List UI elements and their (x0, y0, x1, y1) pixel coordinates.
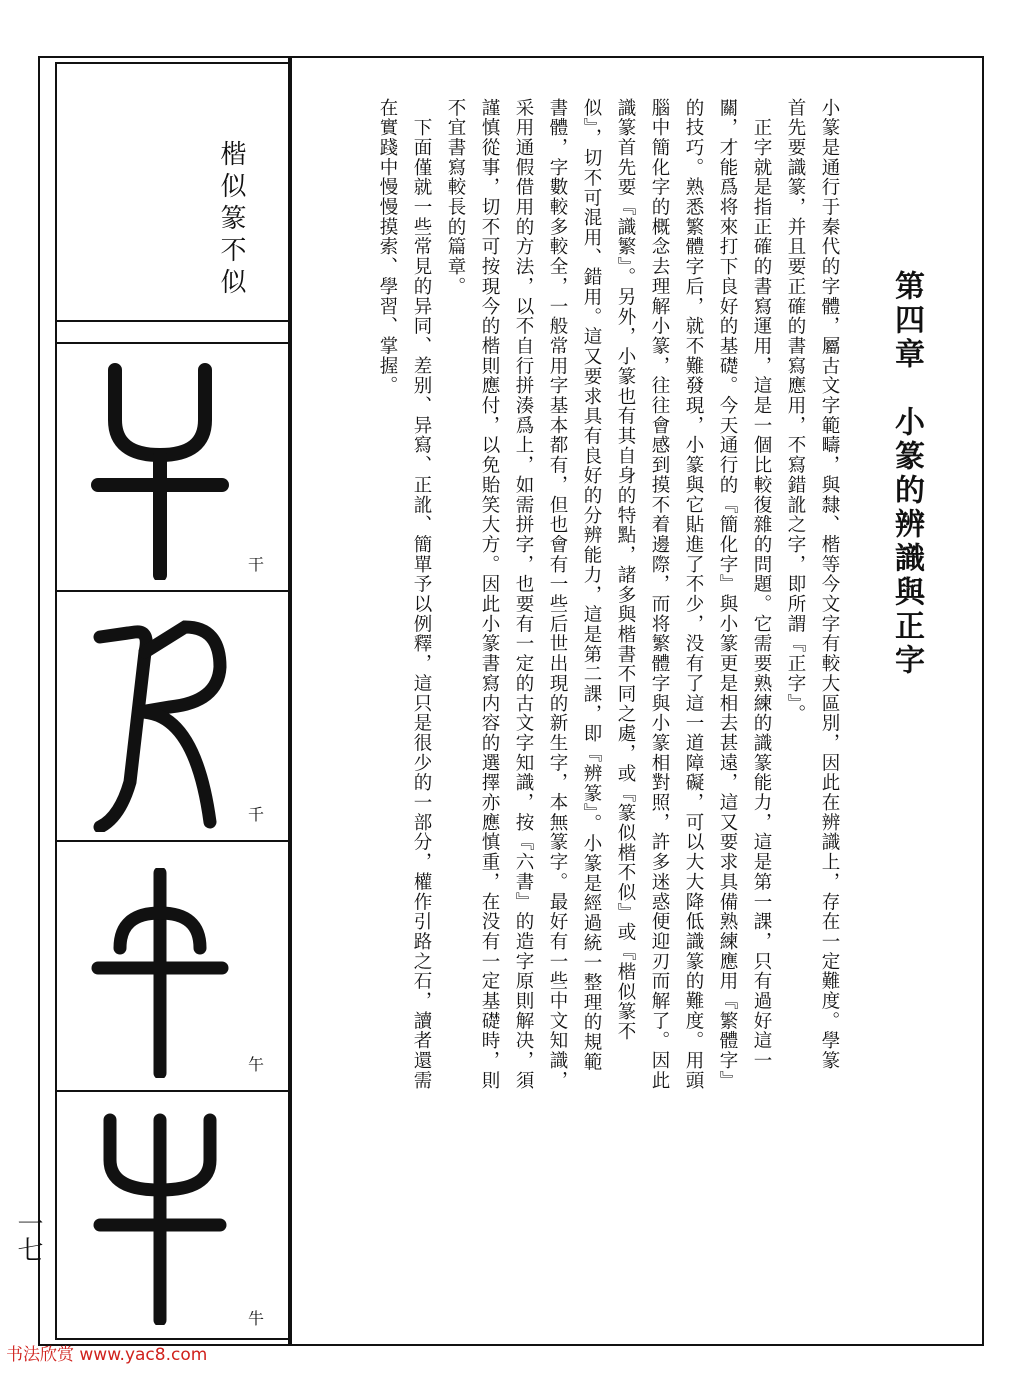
body-column: 的技巧。熟悉繁體字后，就不難發現，小篆與它貼進了不少，没有了這一道障礙，可以大大降低識篆的難度。用頭 (683, 98, 704, 1091)
body-column: 在實踐中慢慢摸索、學習、掌握。 (377, 98, 398, 396)
body-column: 關，才能爲将來打下良好的基礎。今天通行的『簡化字』與小篆更是相去甚遠，這又要求具備熟練應用『繁體字』 (717, 98, 738, 1091)
body-column: 正字就是指正確的書寫運用，這是一個比較復雜的問題。它需要熟練的識篆能力，這是第一課，只有過好這一 (751, 98, 772, 1071)
cell-divider (55, 342, 291, 344)
caption-gan: 干 (248, 555, 265, 574)
body-column: 采用通假借用的方法，以不自行拼湊爲上，如需拼字，也要有一定的古文字知識，按『六書』的造字原則解决，須 (513, 98, 534, 1091)
watermark: 书法欣赏 www.yac8.com (6, 1345, 208, 1365)
body-column: 書體，字數較多較全，一般常用字基本都有，但也會有一些后世出現的新生字，本無篆字。最好有一些中文知識， (547, 98, 568, 1091)
cell-divider (55, 320, 291, 322)
body-column: 似』，切不可混用、錯用。這又要求具有良好的分辨能力，這是第二課，即『辨篆』。小篆是經過統一整理的規範 (581, 98, 602, 1072)
body-column: 下面僅就一些常見的异同、差别、异寫、正訛、簡單予以例釋，這只是很少的一部分，權作引路之石，讀者還需 (411, 98, 432, 1091)
cell-divider (55, 1090, 291, 1092)
chapter-title: 第四章 小篆的辨識與正字 (889, 270, 924, 678)
caption-niu: 牛 (248, 1309, 265, 1328)
seal-glyph-gan (90, 360, 230, 580)
body-column: 謹慎從事，切不可按現今的楷則應付，以免貽笑大方。因此小篆書寫内容的選擇亦應慎重，在没有一定基礎時，則 (479, 98, 500, 1091)
body-column: 識篆首先要『識繁』。另外，小篆也有其自身的特點，諸多與楷書不同之處，或『篆似楷不似』或『楷似篆不 (615, 98, 636, 1042)
body-column: 腦中簡化字的概念去理解小篆，往往會感到摸不着邊際，而将繁體字與小篆相對照，許多迷惑便迎刃而解了。因此 (649, 98, 670, 1091)
body-column: 首先要識篆，并且要正確的書寫應用，不寫錯訛之字，即所謂『正字』。 (785, 98, 806, 724)
cell-divider (55, 840, 291, 842)
cell-divider (55, 590, 291, 592)
seal-glyph-niu (90, 1105, 230, 1325)
seal-glyph-qian (90, 612, 230, 832)
caption-wu: 午 (248, 1055, 265, 1074)
body-column: 不宜書寫較長的篇章。 (445, 98, 466, 297)
page-number: 一七 (13, 1210, 43, 1262)
caption-qian: 千 (248, 805, 265, 824)
body-column: 小篆是通行于秦代的字體，屬古文字範疇，與隸、楷等今文字有較大區別，因此在辨識上，存在一定難度。學篆 (819, 98, 840, 1071)
seal-glyph-wu (90, 868, 230, 1078)
sidebar-heading: 楷似篆不似 (216, 140, 246, 300)
